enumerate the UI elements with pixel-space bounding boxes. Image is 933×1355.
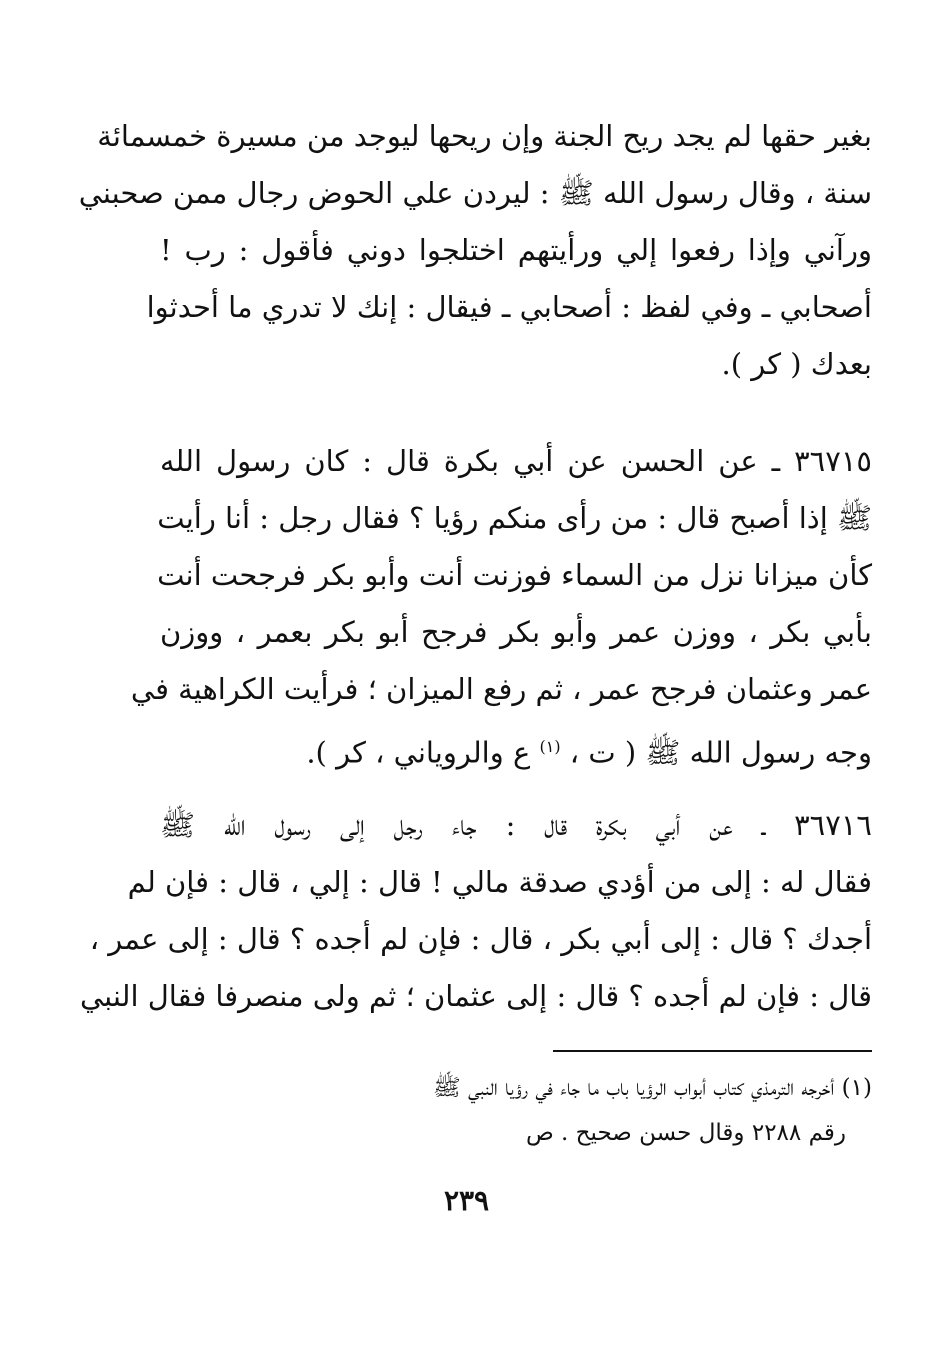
- para1-line-5: بعدك ( كر ).: [721, 347, 872, 381]
- footnote: [160, 1066, 872, 1156]
- para2-line-6-start: وجه رسول الله ﷺ ( ت ،: [569, 735, 872, 770]
- main-text: [78, 108, 872, 1025]
- para2-line-4: بأبي بكر ، ووزن عمر وأبو بكر فرجح أبو بكر بعمر ، ووزن: [160, 615, 872, 649]
- para1-line-2: سنة ، وقال رسول الله ﷺ : ليردن علي الحوض رجال ممن صحبني: [78, 176, 872, 210]
- para3-line-3: أجدك ؟ قال : إلى أبي بكر ، قال : فإن لم أجده ؟ قال : إلى عمر ،: [89, 922, 872, 956]
- para3-line-2: فقال له : إلى من أؤدي صدقة مالي ! قال : إلي ، قال : فإن لم: [127, 865, 872, 899]
- para2-line-6-end: ع والروياني ، كر ).: [306, 735, 531, 770]
- para2-line-2: ﷺ إذا أصبح قال : من رأى منكم رؤيا ؟ فقال رجل : أنا رأيت: [157, 501, 872, 535]
- para1-line-4: أصحابي ـ وفي لفظ : أصحابي ـ فيقال : إنك لا تدري ما أحدثوا: [146, 290, 872, 324]
- footnote-divider: [553, 1050, 872, 1052]
- footnote-line-1: (١) أخرجه الترمذي كتاب أبواب الرؤيا باب ما جاء في رؤيا النبي ﷺ: [432, 1075, 872, 1101]
- para1-line-3: ورآني وإذا رفعوا إلي ورأيتهم اختلجوا دوني فأقول : رب !: [160, 233, 872, 267]
- footnote-ref: (١): [539, 737, 561, 756]
- para2-line-6: [160, 718, 872, 775]
- para2-line-1: ٣٦٧١٥ ـ عن الحسن عن أبي بكرة قال : كان رسول الله: [160, 444, 872, 478]
- para3-line-4: قال : فإن لم أجده ؟ قال : إلى عثمان ؛ ثم ولى منصرفا فقال النبي: [79, 979, 872, 1013]
- footnote-line-2: رقم ٢٢٨٨ وقال حسن صحيح . ص: [525, 1120, 846, 1146]
- para1-line-1: بغير حقها لم يجد ريح الجنة وإن ريحها ليوجد من مسيرة خمسمائة: [97, 119, 872, 153]
- page-number: ٢٣٩: [443, 1184, 490, 1217]
- para2-line-3: كأن ميزانا نزل من السماء فوزنت أنت وأبو بكر فرجحت أنت: [157, 558, 872, 592]
- para3-line-1: ٣٦٧١٦ ـ عن أبي بكرة قال : جاء رجل إلى رسول الله ﷺ: [160, 808, 872, 842]
- para2-line-5: عمر وعثمان فرجح عمر ، ثم رفع الميزان ؛ فرأيت الكراهية في: [130, 672, 872, 706]
